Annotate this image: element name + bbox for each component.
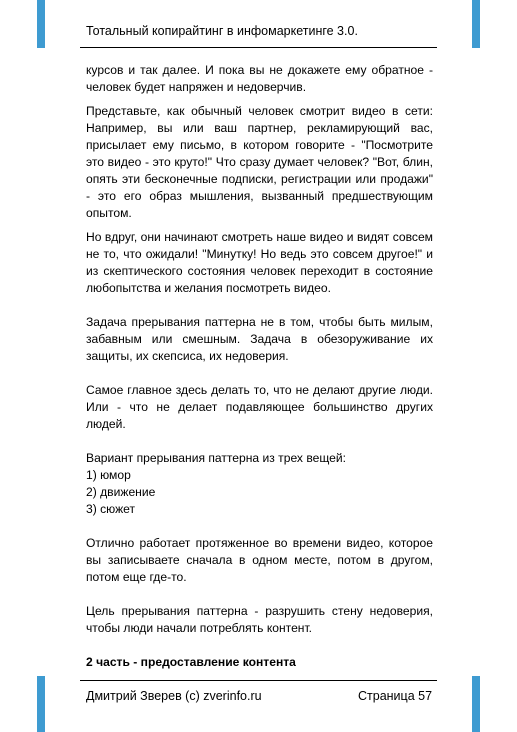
bottom-left-accent-bar — [37, 676, 45, 732]
top-right-accent-bar — [472, 0, 480, 48]
header-title: Тотальный копирайтинг в инфомаркетинге 3.0. — [86, 24, 358, 38]
section-heading: 2 часть - предоставление контента — [86, 655, 296, 669]
top-left-accent-bar — [37, 0, 45, 48]
page-number: Страница 57 — [358, 689, 433, 703]
footer-author: Дмитрий Зверев (c) zverinfo.ru — [86, 689, 262, 703]
list-item: 2) движение — [86, 485, 156, 499]
list-item: 3) сюжет — [86, 502, 136, 516]
list-intro: Вариант прерывания паттерна из трех вещей: — [86, 451, 346, 465]
list — [86, 467, 433, 518]
paragraph-task: Задача прерывания паттерна не в том, чтобы быть милым, забавным или смешным. Задача в обезоруживание их защиты, их скепсиса, их недоверия. — [86, 315, 433, 363]
header-divider — [80, 47, 437, 48]
page-content — [86, 62, 433, 671]
paragraph-surprise: Но вдруг, они начинают смотреть наше видео и видят совсем не то, что ожидали! "Минутку! Но ведь это совсем другое!" и из скептического состояния человек переходит в состояние любопытства и желания посмотреть видео. — [86, 230, 433, 295]
paragraph-long-video: Отлично работает протяженное во времени видео, которое вы записываете сначала в одном месте, потом в другом, потом еще где-то. — [86, 536, 433, 584]
footer-divider — [80, 680, 437, 681]
paragraph-continuation: курсов и так далее. И пока вы не докажете ему обратное - человек будет напряжен и недоверчив. — [86, 63, 433, 94]
paragraph-goal: Цель прерывания паттерна - разрушить стену недоверия, чтобы люди начали потреблять контент. — [86, 604, 433, 635]
bottom-right-accent-bar — [472, 676, 480, 732]
list-item: 1) юмор — [86, 468, 131, 482]
paragraph-main-point: Самое главное здесь делать то, что не делают другие люди. Или - что не делает подавляющее большинство других людей. — [86, 383, 433, 431]
paragraph-video-example: Представьте, как обычный человек смотрит видео в сети: Например, вы или ваш партнер, рекламирующий вас, присылает ему письмо, в котором говорите - "Посмотрите это видео - это круто!" Что сразу думает человек? "Вот, блин, опять эти бесконечные подписки, регистрации или продажи" - это его образ мышления, вызванный предшествующим опытом. — [86, 104, 433, 220]
